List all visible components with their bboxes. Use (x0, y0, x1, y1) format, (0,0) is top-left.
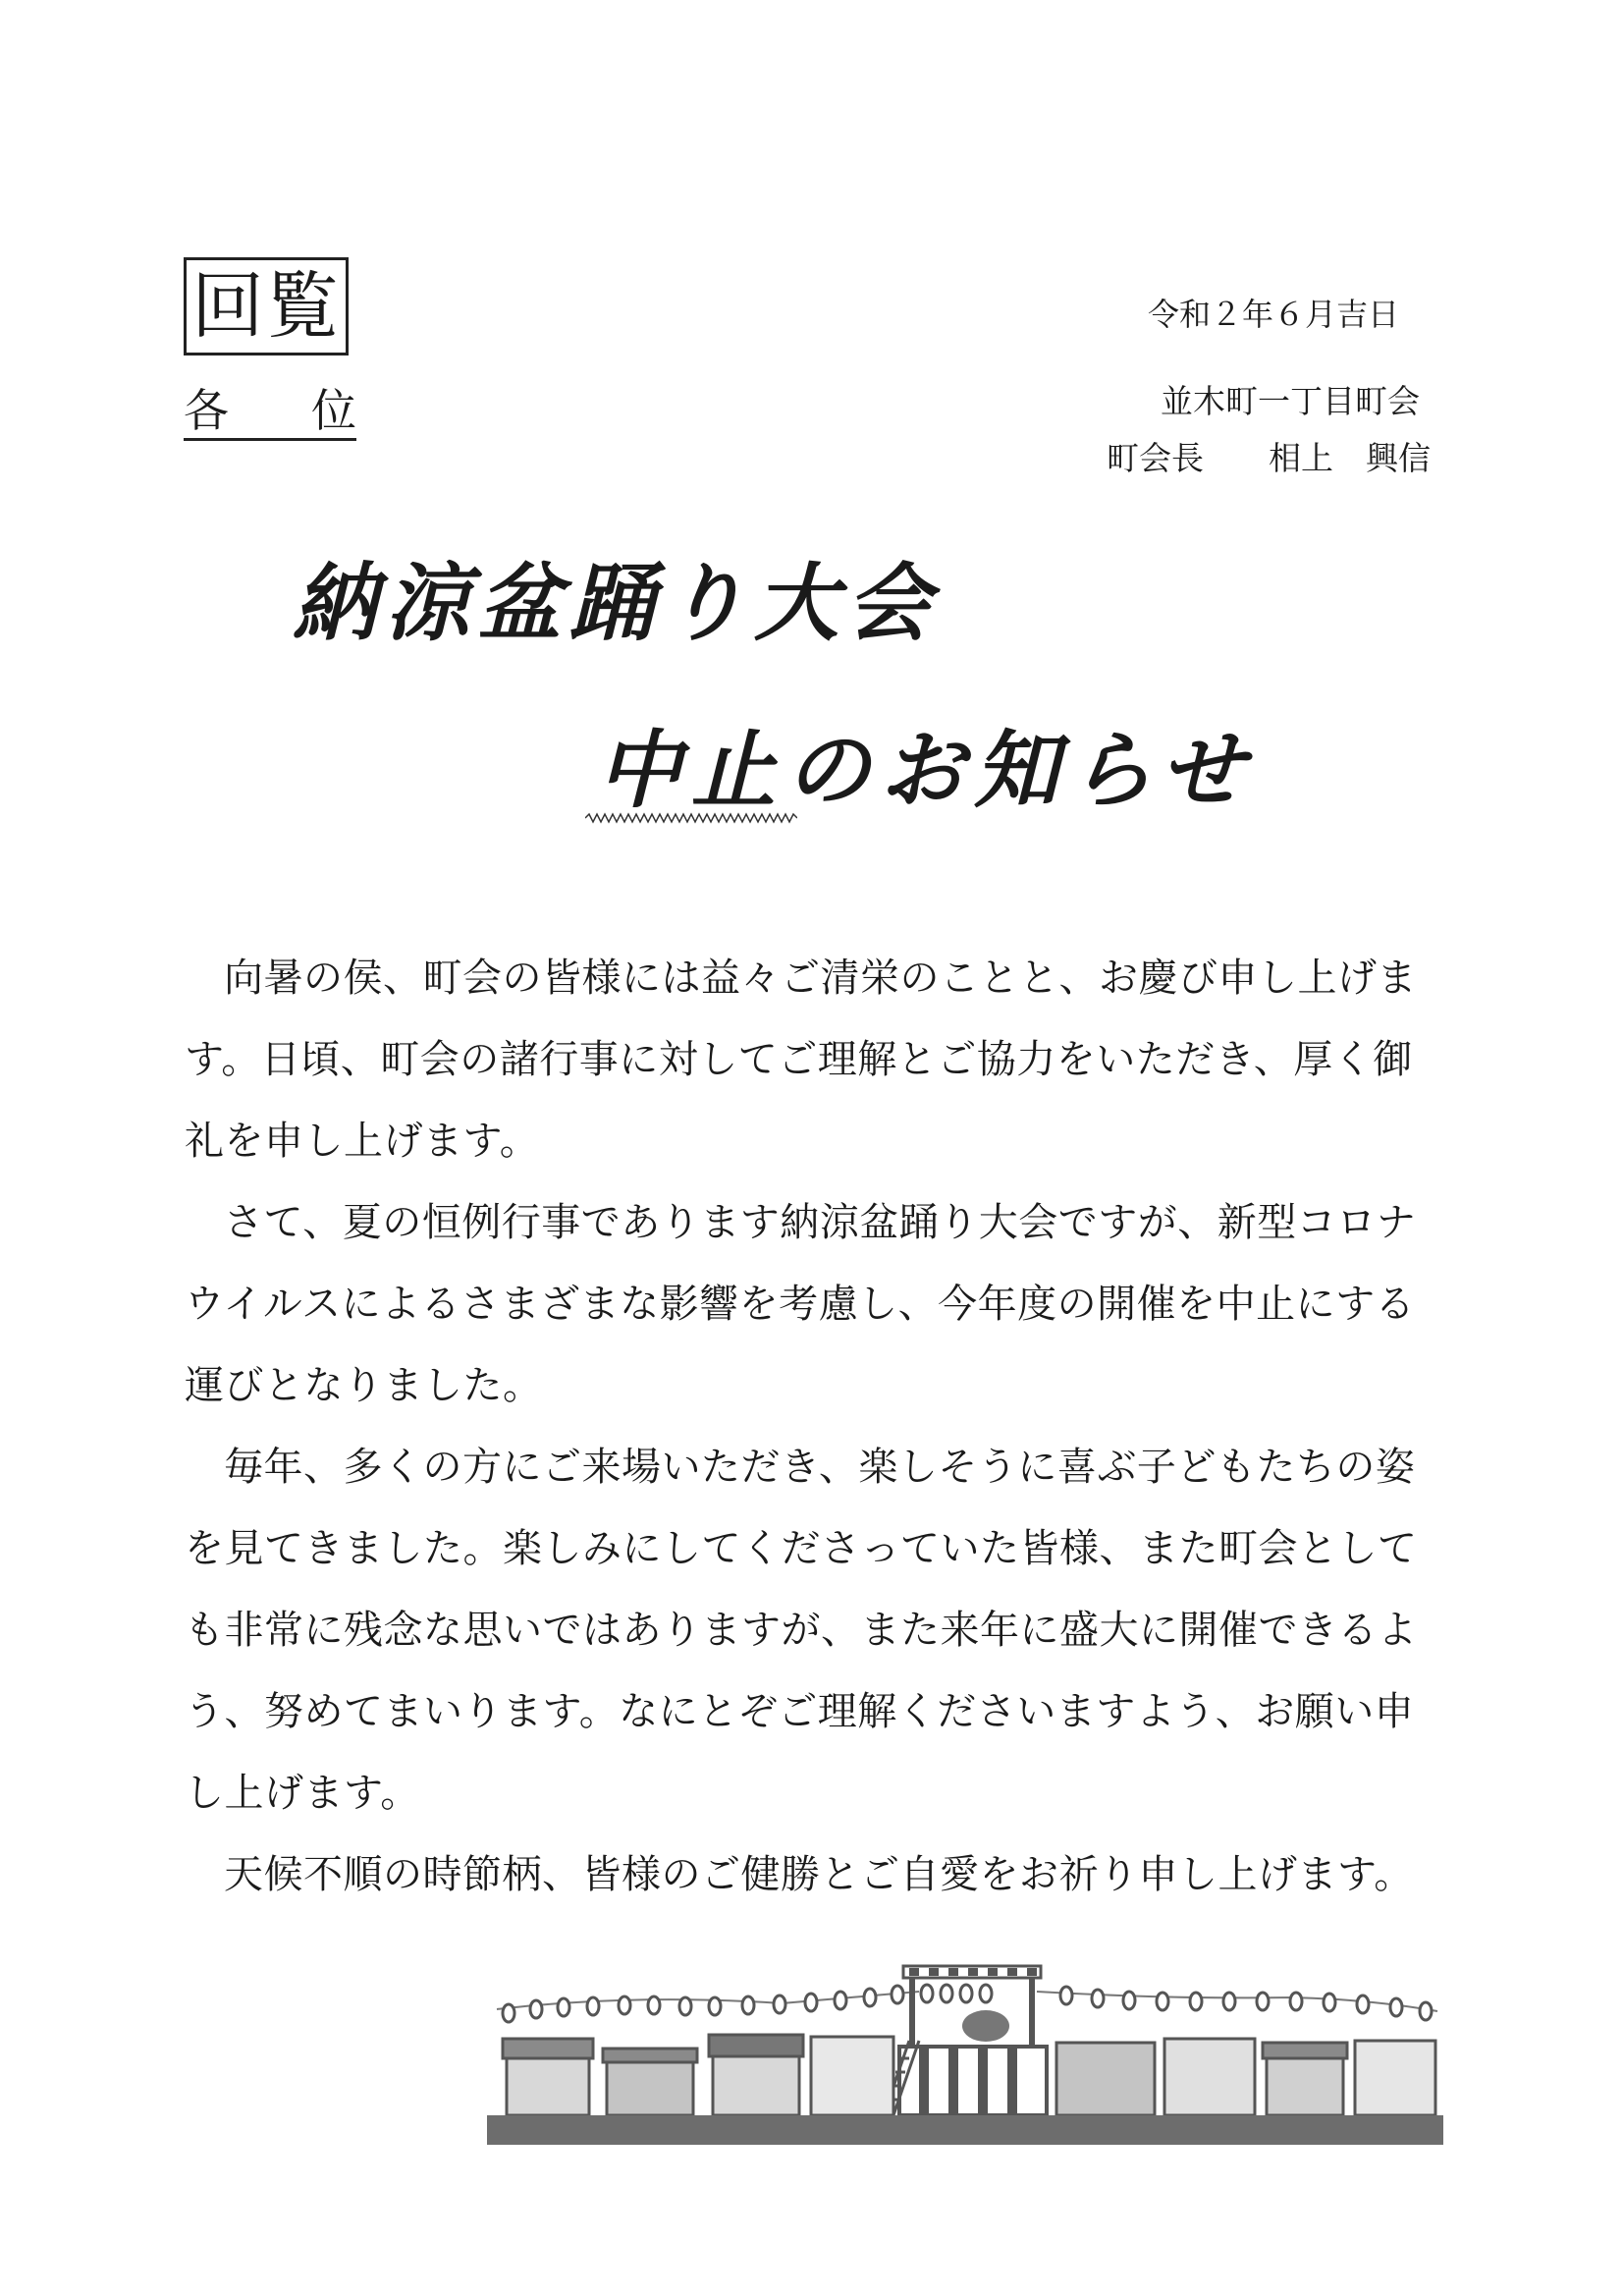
paragraph-greeting: 向暑の侯、町会の皆様には益々ご清栄のことと、お慶び申し上げます。日頃、町会の諸行事に対してご理解とご協力をいただき、厚く御礼を申し上げます。 (185, 956, 1417, 1164)
title-line-1: 納涼盆踊り大会 (293, 555, 939, 653)
paragraph-closing: 天候不順の時節柄、皆様のご健勝とご自愛をお祈り申し上げます。 (224, 1852, 1414, 1897)
issue-date: 令和２年６月吉日 (1147, 296, 1399, 333)
underline-squiggle (585, 811, 797, 825)
circulation-stamp: 回覧 (184, 257, 349, 355)
sender-name: 町会長 相上 興信 (1107, 439, 1431, 477)
addressee-char-2: 位 (311, 384, 356, 437)
addressee-char-1: 各 (184, 384, 229, 437)
organization-name: 並木町一丁目町会 (1161, 382, 1420, 420)
bon-odori-festival-stalls-icon (487, 1952, 1443, 2149)
paragraph-regret: 毎年、多くの方にご来場いただき、楽しそうに喜ぶ子どもたちの姿を見てきました。楽しみにしてくださっていた皆様、また町会としても非常に残念な思いではありますが、また来年に盛大に開催できるよう、努めてまいります。なにとぞご理解くださいますよう、お願い申し上げます。 (185, 1445, 1418, 1816)
title-line-2: 中止のお知らせ (597, 722, 1255, 820)
addressee (184, 383, 356, 441)
letter-body (185, 938, 1430, 1916)
paragraph-cancellation: さて、夏の恒例行事であります納涼盆踊り大会ですが、新型コロナウイルスによるさまざまな影響を考慮し、今年度の開催を中止にする運びとなりました。 (185, 1200, 1417, 1408)
